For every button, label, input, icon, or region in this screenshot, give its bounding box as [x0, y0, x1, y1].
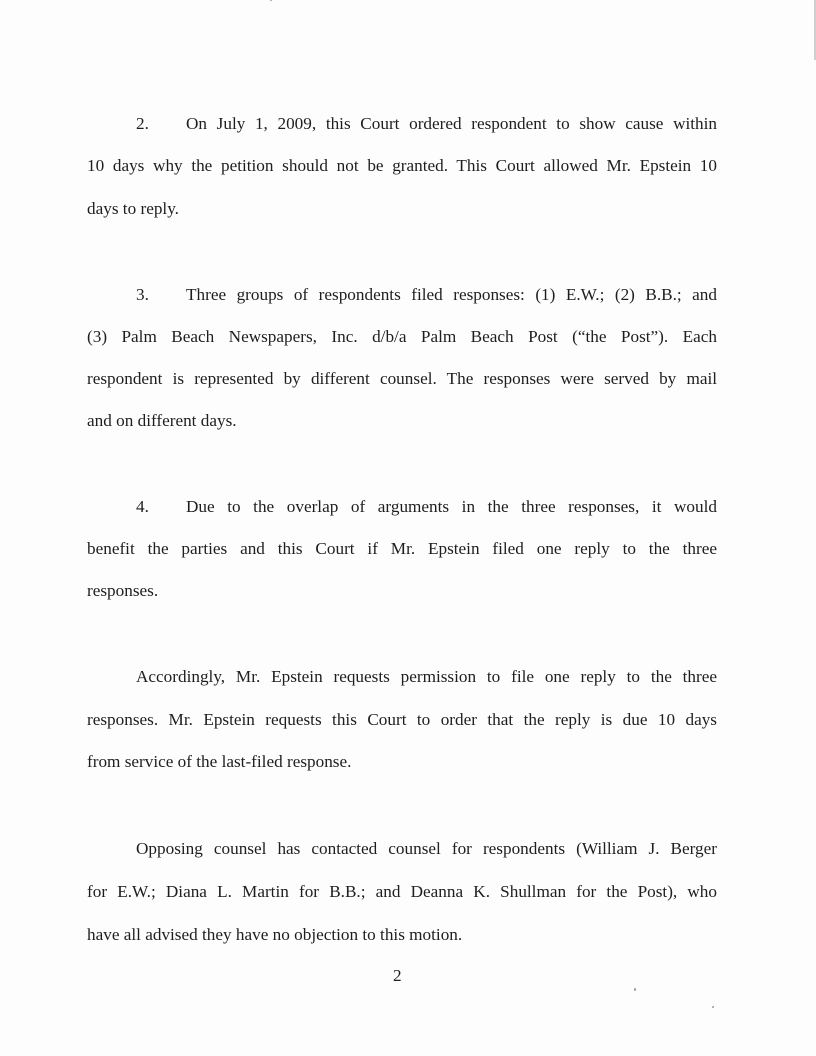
paragraph-line: Opposing counsel has contacted counsel for respondents (William J. Berger: [136, 839, 717, 858]
paragraph-number: 4.: [136, 497, 149, 516]
scan-speck: [270, 0, 272, 1]
scan-speck: [634, 988, 636, 991]
paragraph-line: On July 1, 2009, this Court ordered respondent to show cause within: [186, 114, 717, 133]
paragraph-line: (3) Palm Beach Newspapers, Inc. d/b/a Palm Beach Post (“the Post”). Each: [87, 327, 717, 346]
paragraph-line: and on different days.: [87, 411, 237, 430]
paragraph-line: Accordingly, Mr. Epstein requests permission to file one reply to the three: [136, 667, 717, 686]
paragraph-line: for E.W.; Diana L. Martin for B.B.; and Deanna K. Shullman for the Post), who: [87, 882, 717, 901]
paragraph-line: days to reply.: [87, 199, 179, 218]
paragraph-line: respondent is represented by different counsel. The responses were served by mail: [87, 369, 717, 388]
paragraph-line: from service of the last-filed response.: [87, 752, 352, 771]
paragraph-line: Three groups of respondents filed responses: (1) E.W.; (2) B.B.; and: [186, 285, 717, 304]
paragraph-line: have all advised they have no objection to this motion.: [87, 925, 463, 944]
scan-speck: [712, 1006, 714, 1008]
paragraph-line: responses.: [87, 581, 159, 600]
paragraph-line: benefit the parties and this Court if Mr. Epstein filed one reply to the three: [87, 539, 717, 558]
paragraph-number: 2.: [136, 114, 149, 133]
paragraph-line: responses. Mr. Epstein requests this Court to order that the reply is due 10 days: [87, 710, 717, 729]
paragraph-line: 10 days why the petition should not be granted. This Court allowed Mr. Epstein 10: [87, 156, 717, 175]
paragraph-line: Due to the overlap of arguments in the three responses, it would: [186, 497, 717, 516]
page-number: 2: [393, 966, 402, 985]
paragraph-number: 3.: [136, 285, 149, 304]
